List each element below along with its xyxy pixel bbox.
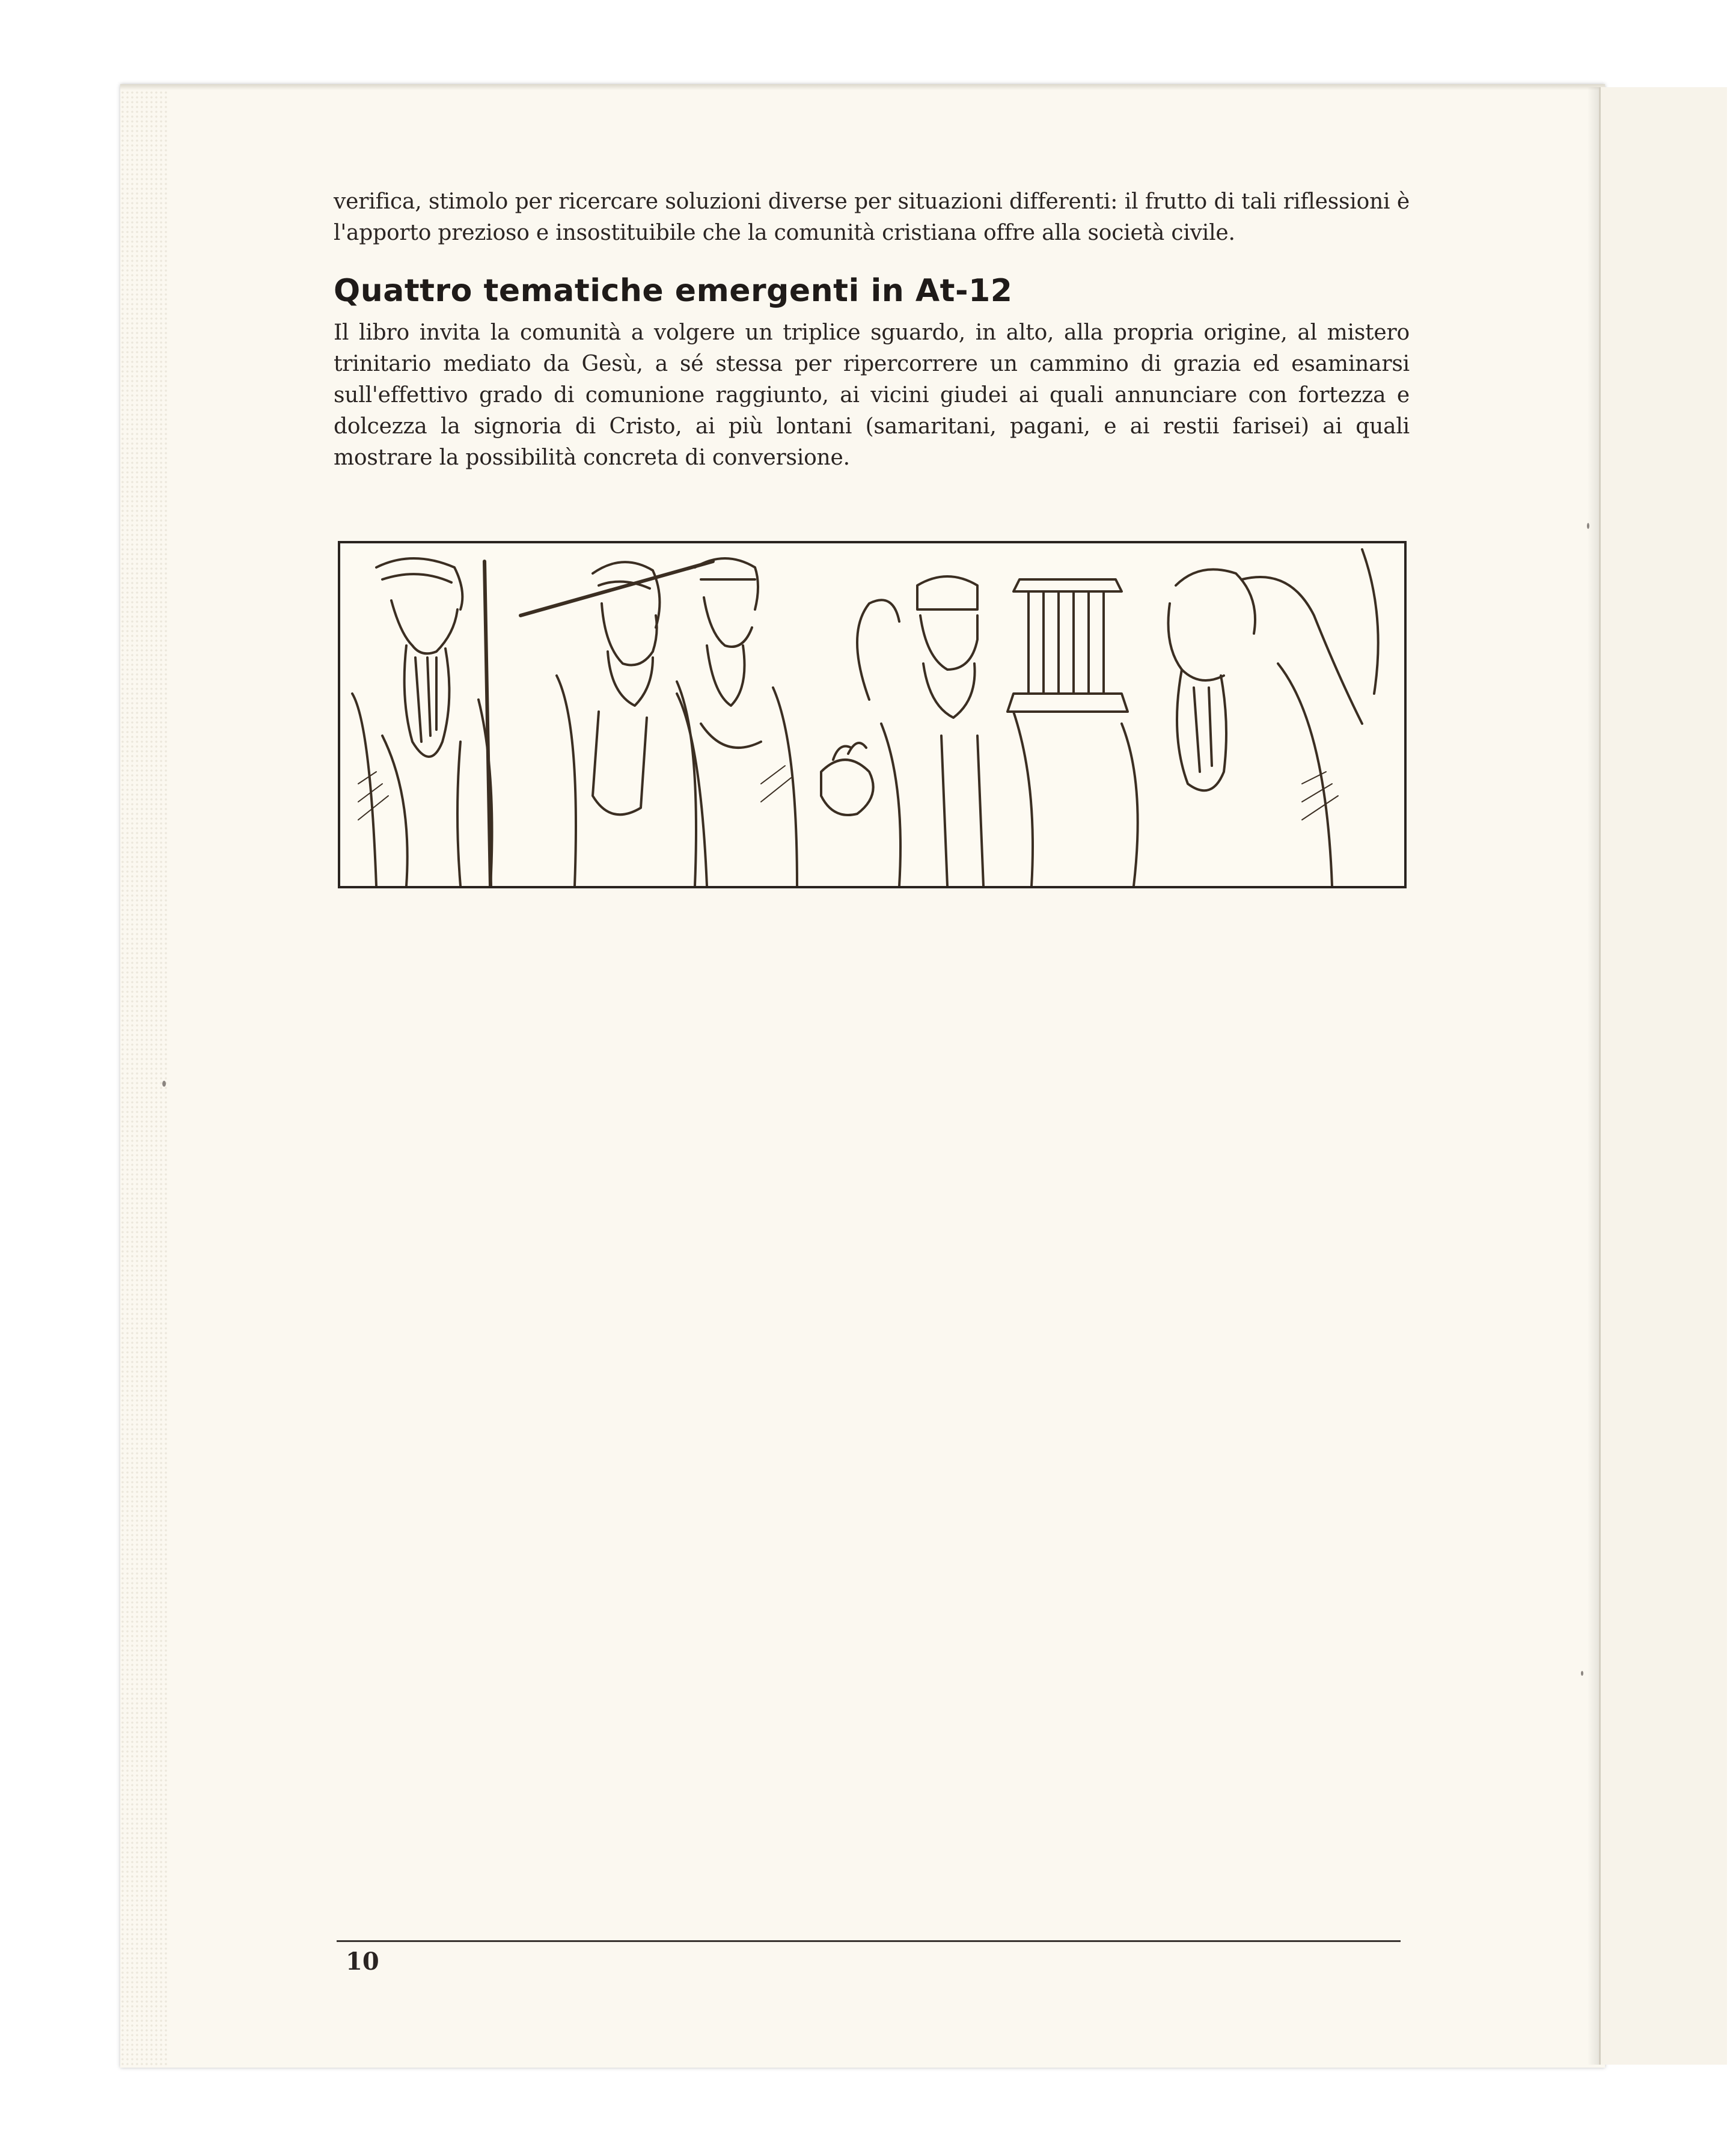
body-paragraph: Il libro invita la comunità a volgere un triplice sguardo, in alto, alla propria origine, al mistero trinitario mediato da Gesù, a sé stessa per ripercorrere un cammino di grazia ed esaminarsi sull'effettivo grado di comunione raggiunto, ai vicini giudei ai quali annunciare con fortezza e dolcezza la signoria di Cristo, ai più lontani (samaritani, pagani, e ai restii farisei) ai quali mostrare la possibilità concreta di conversione. — [334, 320, 1410, 470]
page-number: 10 — [346, 1947, 379, 1976]
illustration-figures — [340, 543, 1404, 886]
paper-speck — [162, 1081, 166, 1087]
section-title: Quattro tematiche emergenti in At-12 — [334, 273, 1013, 309]
paper-speck — [1581, 1671, 1583, 1676]
footer-rule — [337, 1940, 1401, 1942]
intro-paragraph: verifica, stimolo per ricercare soluzioni diverse per situazioni differenti: il frutto di tali riflessioni è l'apporto prezioso e insostituibile che la comunità cristiana offre alla società civile. — [334, 189, 1410, 245]
main-text-column — [334, 186, 1410, 474]
paper-speck — [1587, 523, 1589, 529]
page-top-edge — [120, 84, 1605, 90]
line-drawing-illustration — [338, 541, 1407, 888]
page-texture-strip — [120, 90, 168, 2068]
adjacent-page-edge — [1599, 87, 1727, 2065]
